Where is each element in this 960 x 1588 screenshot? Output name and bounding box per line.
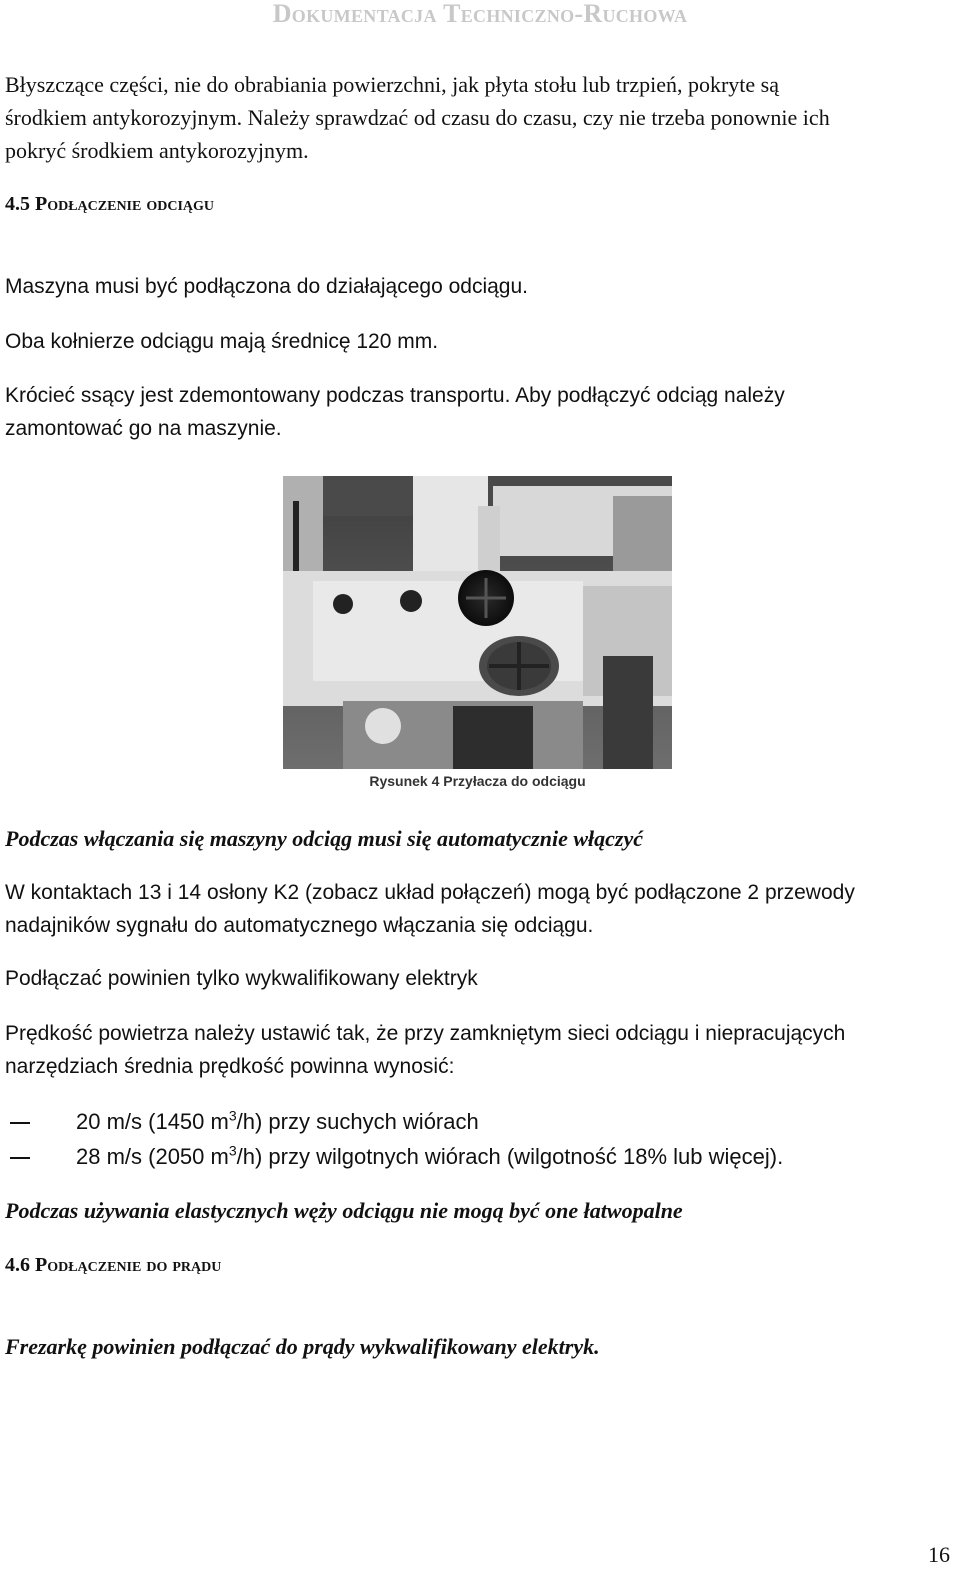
section-title: Podłączenie do prądu	[35, 1254, 222, 1276]
paragraph-6-line-1: Prędkość powietrza należy ustawić tak, że przy zamkniętym sieci odciągu i niepracujących	[5, 1022, 846, 1045]
section-number: 4.5	[5, 193, 30, 215]
bullet-item-dry-chips	[10, 1105, 479, 1138]
bullet-1-superscript: 3	[228, 1107, 237, 1124]
machine-photo	[283, 476, 672, 769]
dash-bullet-icon	[10, 1157, 30, 1159]
paragraph-1: Maszyna musi być podłączona do działającego odciągu.	[5, 275, 528, 298]
section-title: Podłączenie odciągu	[35, 193, 215, 215]
section-heading-4-6	[5, 1249, 935, 1282]
machine-photo-illustration	[283, 476, 672, 769]
bullet-item-wet-chips	[10, 1140, 783, 1173]
bullet-2-text-end: /h) przy wilgotnych wiórach (wilgotność 18% lub więcej).	[236, 1144, 784, 1169]
paragraph-4-line-2: nadajników sygnału do automatycznego włączania się odciągu.	[5, 914, 594, 937]
bullet-1-text: 20 m/s (1450 m	[76, 1109, 229, 1134]
dash-bullet-icon	[10, 1122, 30, 1124]
section-number: 4.6	[5, 1254, 30, 1276]
intro-line-3: pokryć środkiem antykorozyjnym.	[5, 138, 309, 163]
figure-caption: Rysunek 4 Przyłacza do odciągu	[369, 773, 586, 789]
document-header: Dokumentacja Techniczno-Ruchowa	[272, 0, 688, 28]
paragraph-5: Podłączać powinien tylko wykwalifikowany elektryk	[5, 967, 478, 990]
warning-hoses: Podczas używania elastycznych węży odciągu nie mogą być one łatwopalne	[5, 1198, 683, 1223]
page-number: 16	[928, 1542, 950, 1567]
warning-auto-switch: Podczas włączania się maszyny odciąg musi się automatycznie włączyć	[5, 826, 643, 851]
bullet-1-text-end: /h) przy suchych wiórach	[236, 1109, 479, 1134]
paragraph-4-line-1: W kontaktach 13 i 14 osłony K2 (zobacz układ połączeń) mogą być podłączone 2 przewody	[5, 881, 855, 904]
intro-line-2: środkiem antykorozyjnym. Należy sprawdzać od czasu do czasu, czy nie trzeba ponownie ich	[5, 105, 830, 130]
paragraph-3-line-1: Krócieć ssący jest zdemontowany podczas transportu. Aby podłączyć odciąg należy	[5, 384, 785, 407]
warning-electrician: Frezarkę powinien podłączać do prądy wykwalifikowany elektryk.	[5, 1334, 600, 1359]
bullet-2-superscript: 3	[228, 1142, 237, 1159]
section-heading-4-5	[5, 188, 935, 221]
paragraph-6-line-2: narzędziach średnia prędkość powinna wynosić:	[5, 1055, 455, 1078]
intro-line-1: Błyszczące części, nie do obrabiania powierzchni, jak płyta stołu lub trzpień, pokryte są	[5, 72, 779, 97]
bullet-2-text: 28 m/s (2050 m	[76, 1144, 229, 1169]
paragraph-2: Oba kołnierze odciągu mają średnicę 120 mm.	[5, 330, 439, 353]
paragraph-3-line-2: zamontować go na maszynie.	[5, 417, 282, 440]
